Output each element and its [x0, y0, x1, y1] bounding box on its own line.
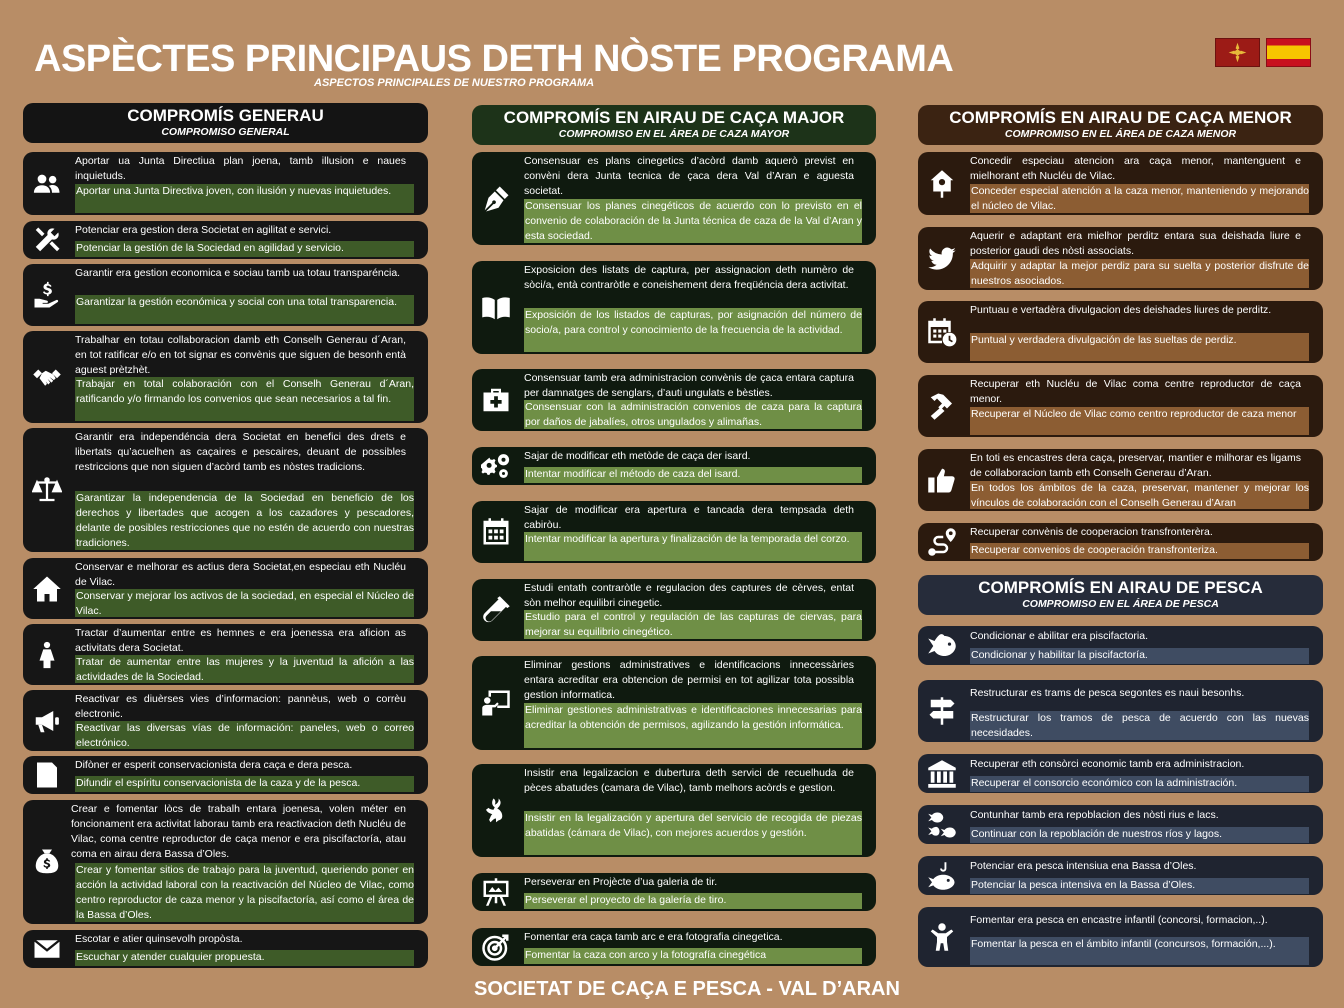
list-item — [918, 227, 1323, 290]
item-text-castellano: Tratar de aumentar entre las mujeres y la juventud la afición a las actividades de la Sociedad. — [76, 656, 414, 683]
bird-icon — [918, 227, 965, 290]
item-text-aranes: Contunhar tamb era repoblacion des nòsti rius e lacs. — [970, 809, 1219, 821]
fishes-icon — [918, 805, 965, 844]
document-icon — [23, 756, 70, 794]
item-text-aranes: Aquerir e adaptant era mielhor perditz entara sua deishada liure e posterior gaudi des nòsti associats. — [970, 230, 1301, 257]
list-item — [918, 805, 1323, 844]
item-text-aranes: Recuperar convènis de cooperacion transfronterèra. — [970, 526, 1213, 538]
signpost-icon — [918, 680, 965, 742]
scales-icon — [23, 428, 70, 552]
item-text-aranes: Consensuar tamb era administracion convènis de çaca entara captura per damnatges de senglars, d’auti ungulats e bèsties. — [524, 372, 854, 399]
list-item — [472, 152, 876, 245]
item-text-castellano: Conceder especial atención a la caza menor, manteniendo y mejorando el núcleo de Vilac. — [971, 185, 1309, 212]
item-text-castellano: Restructurar los tramos de pesca de acuerdo con las nuevas necesidades. — [971, 712, 1309, 739]
hammer-icon — [918, 375, 965, 437]
aran-flag-icon — [1215, 38, 1260, 67]
section-title: COMPROMÍS EN AIRAU DE PESCA — [978, 578, 1263, 597]
item-text-aranes: Recuperar eth Nucléu de Vilac coma centre reproductor de caça menor. — [970, 378, 1301, 405]
item-text-castellano: Garantizar la independencia de la Sociedad en beneficio de los derechos y libertades que acogen a los cazadores y pescadores, delante de posibles restricciones que no estén de acuerdo con nuestras tradiciones. — [76, 492, 414, 549]
item-text-aranes: Perseverar en Projècte d’ua galeria de tir. — [524, 876, 718, 888]
item-text-castellano: Adquirir y adaptar la mejor perdiz para su suelta y posterior disfrute de nuestros asociados. — [971, 260, 1309, 287]
list-item — [23, 221, 428, 259]
item-text-castellano: Perseverar el proyecto de la galería de tiro. — [524, 893, 862, 909]
item-text-castellano: Reactivar las diversas vías de información: paneles, web o correo electrónico. — [76, 722, 414, 749]
item-text-castellano: Potenciar la pesca intensiva en la Bassa d’Oles. — [970, 878, 1309, 894]
list-item — [472, 447, 876, 485]
item-text-castellano: Aportar una Junta Directiva joven, con ilusión y nuevas inquietudes. — [75, 184, 414, 213]
section-subtitle: COMPROMISO EN EL ÁREA DE CAZA MAYOR — [558, 128, 790, 140]
gears-icon — [472, 447, 519, 485]
list-item — [918, 754, 1323, 793]
item-text-aranes: Potenciar era pesca intensiua ena Bassa d’Oles. — [970, 860, 1197, 872]
item-text-castellano: Estudio para el control y regulación de las capturas de ciervas, para mejorar su equilibrio cinegético. — [525, 611, 862, 638]
item-text-aranes: Insistir ena legalizacion e dubertura deth servici de recuelhuda de pèces abatudes (camara de Vilac), tamb melhors acòrds e gestion. — [524, 767, 854, 794]
item-text-castellano: Consensuar los planes cinegéticos de acuerdo con lo previsto en el convenio de colaboración de la Junta técnica de caza de la Val d’Aran y esta sociedad. — [525, 200, 862, 242]
item-text-aranes: Conservar e melhorar es actius dera Societat,en especiau eth Nucléu de Vilac. — [75, 561, 406, 588]
item-text-castellano: Insistir en la legalización y apertura del servicio de recogida de piezas abatidas (cámara de Vilac), con mejores acuerdos y gestión. — [524, 811, 862, 855]
users-icon — [23, 152, 70, 215]
item-text-castellano: Recuperar el consorcio económico con la administración. — [970, 776, 1309, 792]
book-icon — [472, 261, 519, 354]
list-item — [918, 680, 1323, 742]
item-text-castellano: Difundir el espíritu conservacionista de la caza y de la pesca. — [75, 776, 414, 792]
item-text-aranes: Sajar de modificar eth metòde de caça der isard. — [524, 450, 751, 462]
item-text-castellano: En todos los ámbitos de la caza, preservar, mantener y mejorar los vínculos de colaboración con el Conselh Generau d’Aran — [971, 482, 1309, 509]
calendar-icon — [472, 501, 519, 563]
list-item — [472, 579, 876, 641]
item-text-castellano: Recuperar convenios de cooperación transfronteriza. — [970, 543, 1309, 559]
section-header — [918, 105, 1323, 145]
money-bag-icon — [23, 800, 70, 924]
item-text-aranes: Aportar ua Junta Directiua plan joena, tamb illusion e naues inquietuds. — [75, 155, 406, 182]
medkit-icon — [472, 369, 519, 431]
item-text-aranes: Crear e fomentar lòcs de trabalh entara joenesa, volen méter en foncionament era activitat laborau tamb era reactivacion deth Nucléu de Vilac, coma centre reproductor de caça menor e era piscifactoría, atau coma en airau dera Bassa d’Oles. — [71, 803, 406, 860]
item-text-castellano: Crear y fomentar sitios de trabajo para la juventud, queriendo poner en acción la actividad laboral con la reactivación del Núcleo de Vilac, como centro reproductor de caza menor y la piscifactoría, así como el área de la Bassa d’Oles. — [76, 864, 414, 921]
list-item — [23, 428, 428, 552]
institution-icon — [918, 754, 965, 793]
list-item — [472, 764, 876, 857]
handshake-icon — [23, 331, 70, 423]
list-item — [472, 928, 876, 966]
item-text-aranes: Exposicion des listats de captura, per assignacion deth numèro de sòci/a, entà contraròtle e coneishement dera freqüéncia dera activitat. — [524, 264, 854, 291]
section-title: COMPROMÍS GENERAU — [127, 106, 324, 125]
list-item — [918, 152, 1323, 215]
list-item — [472, 501, 876, 563]
fishhook-icon — [918, 856, 965, 895]
item-text-castellano: Potenciar la gestión de la Sociedad en agilidad y servicio. — [75, 241, 414, 257]
item-text-aranes: Trabalhar en totau collaboracion damb eth Conselh Generau d´Aran, en tot ratificar e/o en tot signar es convènis que siguen de besonh entà aguest prètzhèt. — [75, 334, 406, 376]
list-item — [23, 756, 428, 794]
megaphone-icon — [23, 690, 70, 751]
item-text-castellano: Trabajar en total colaboración con el Conselh Generau d´Aran, ratificando y/o firmando los convenios que sean necesarios a tal fin. — [75, 377, 414, 421]
birdhouse-icon — [918, 152, 965, 215]
child-icon — [918, 907, 965, 967]
section-title: COMPROMÍS EN AIRAU DE CAÇA MENOR — [949, 108, 1292, 127]
item-text-aranes: Condicionar e abilitar era piscifactoria. — [970, 630, 1149, 642]
list-item — [918, 523, 1323, 561]
list-item — [918, 449, 1323, 511]
home-icon — [23, 558, 70, 619]
item-text-aranes: Sajar de modificar era apertura e tancada dera tempsada deth cabiròu. — [524, 504, 854, 531]
list-item — [472, 873, 876, 911]
list-item — [918, 856, 1323, 895]
item-text-aranes: Fomentar era pesca en encastre infantil (concorsi, formacion,..). — [970, 914, 1268, 926]
page-title: ASPÈCTES PRINCIPAUS DETH NÒSTE PROGRAMA — [34, 38, 954, 80]
item-text-castellano: Continuar con la repoblación de nuestros ríos y lagos. — [970, 827, 1309, 843]
item-text-aranes: Escotar e atier quinsevolh propòsta. — [75, 933, 243, 945]
item-text-aranes: En toti es encastres dera caça, preservar, mantier e milhorar es ligams de collaboracion tamb eth Conselh Generau d’Aran. — [970, 452, 1301, 479]
item-text-castellano: Eliminar gestiones administrativas e identificaciones innecesarias para acreditar la obtención de permisos, agilizando la gestión informática. — [524, 703, 862, 748]
test-tube-icon — [472, 579, 519, 641]
item-text-aranes: Difòner er esperit conservacionista dera caça e dera pesca. — [75, 759, 353, 771]
list-item — [23, 930, 428, 968]
section-header — [918, 575, 1323, 615]
item-text-aranes: Garantir era independéncia dera Societat en benefici des drets e libertats qu’acuelhen as caçaires e pescaires, deuant de possibles restriccions que non siguen d’acòrd tamb es nòstes tradicions. — [75, 431, 406, 473]
list-item — [23, 264, 428, 326]
item-text-castellano: Recuperar el Núcleo de Vilac como centro reproductor de caza menor — [970, 407, 1309, 435]
list-item — [23, 331, 428, 423]
list-item — [472, 656, 876, 750]
hand-dollar-icon — [23, 264, 70, 326]
item-text-aranes: Tractar d’aumentar entre es hemnes e era joenessa era aficion as activitats dera Societat. — [75, 627, 406, 654]
section-title: COMPROMÍS EN AIRAU DE CAÇA MAJOR — [503, 108, 845, 127]
item-text-aranes: Recuperar eth consòrci economic tamb era administracion. — [970, 758, 1245, 770]
item-text-aranes: Consensuar es plans cinegetics d’acòrd damb aquerò previst en convèni dera Junta tecnica de çaca dera Val d’Aran e aguesta societat. — [524, 155, 854, 197]
tools-icon — [23, 221, 70, 259]
deer-icon — [472, 764, 519, 857]
list-item — [23, 558, 428, 619]
footer-text: SOCIETAT DE CAÇA E PESCA - VAL D’ARAN — [474, 978, 900, 1000]
item-text-castellano: Puntual y verdadera divulgación de las sueltas de perdiz. — [970, 333, 1309, 361]
section-subtitle: COMPROMISO EN EL ÁREA DE PESCA — [1022, 598, 1219, 610]
list-item — [918, 907, 1323, 967]
item-text-aranes: Reactivar es diuèrses vies d’informacion: pannèus, web o corrèu electronic. — [75, 693, 406, 720]
presenter-icon — [472, 656, 519, 750]
item-text-castellano: Intentar modificar la apertura y finalización de la temporada del corzo. — [524, 532, 862, 561]
item-text-castellano: Fomentar la pesca en el ámbito infantil (concursos, formación,...). — [970, 937, 1309, 965]
envelope-icon — [23, 930, 70, 968]
section-header — [23, 103, 428, 143]
item-text-castellano: Intentar modificar el método de caza del isard. — [524, 467, 862, 483]
item-text-aranes: Restructurar es trams de pesca segontes es naui besonhs. — [970, 687, 1245, 699]
list-item — [23, 152, 428, 215]
list-item — [918, 375, 1323, 437]
item-text-castellano: Fomentar la caza con arco y la fotografía cinegética — [524, 948, 862, 964]
item-text-castellano: Conservar y mejorar los activos de la sociedad, en especial el Núcleo de Vilac. — [76, 590, 414, 617]
list-item — [918, 626, 1323, 665]
list-item — [472, 369, 876, 431]
item-text-aranes: Potenciar era gestion dera Societat en agilitat e servici. — [75, 224, 332, 236]
calendar-clock-icon — [918, 301, 965, 363]
item-text-castellano: Garantizar la gestión económica y social con una total transparencia. — [75, 295, 414, 324]
spain-flag-icon — [1266, 38, 1311, 67]
section-header — [472, 105, 876, 145]
fish-icon — [918, 626, 965, 665]
page-subtitle: ASPECTOS PRINCIPALES DE NUESTRO PROGRAMA — [314, 77, 595, 89]
thumbs-up-icon — [918, 449, 965, 511]
pen-icon — [472, 152, 519, 245]
target-icon — [472, 928, 519, 966]
item-text-castellano: Escuchar y atender cualquier propuesta. — [75, 950, 414, 966]
item-text-aranes: Eliminar gestions administratives e identificacions innecessàries entara acreditar era obtencion de permisi en tot agilizar tota possibla gestion informatica. — [524, 659, 854, 701]
list-item — [23, 800, 428, 924]
easel-icon — [472, 873, 519, 911]
route-icon — [918, 523, 965, 561]
item-text-aranes: Garantir era gestion economica e sociau tamb ua totau transparéncia. — [75, 267, 401, 279]
section-subtitle: COMPROMISO GENERAL — [161, 126, 290, 138]
item-text-aranes: Puntuau e vertadèra divulgacion des deishades liures de perditz. — [970, 304, 1272, 316]
woman-icon — [23, 624, 70, 685]
item-text-castellano: Consensuar con la administración convenios de caza para la captura por daños de jabalíes, otros ungulados y alimañas. — [525, 401, 862, 428]
list-item — [23, 690, 428, 751]
section-subtitle: COMPROMISO EN EL ÁREA DE CAZA MENOR — [1004, 128, 1237, 140]
list-item — [472, 261, 876, 354]
item-text-castellano: Exposición de los listados de capturas, por asignación del número de socio/a, para control y conocimiento de la frecuencia de la actividad. — [524, 308, 862, 352]
item-text-aranes: Estudi entath contraròtle e regulacion des captures de cèrves, entat sòn melhor equilibri cinegetic. — [524, 582, 854, 609]
item-text-aranes: Fomentar era caça tamb arc e era fotografia cinegetica. — [524, 931, 783, 943]
list-item — [918, 301, 1323, 363]
list-item — [23, 624, 428, 685]
item-text-castellano: Condicionar y habilitar la piscifactoría. — [970, 648, 1309, 664]
item-text-aranes: Concedir especiau atencion ara caça menor, mantenguent e mielhorant eth Nucléu de Vilac. — [970, 155, 1301, 182]
